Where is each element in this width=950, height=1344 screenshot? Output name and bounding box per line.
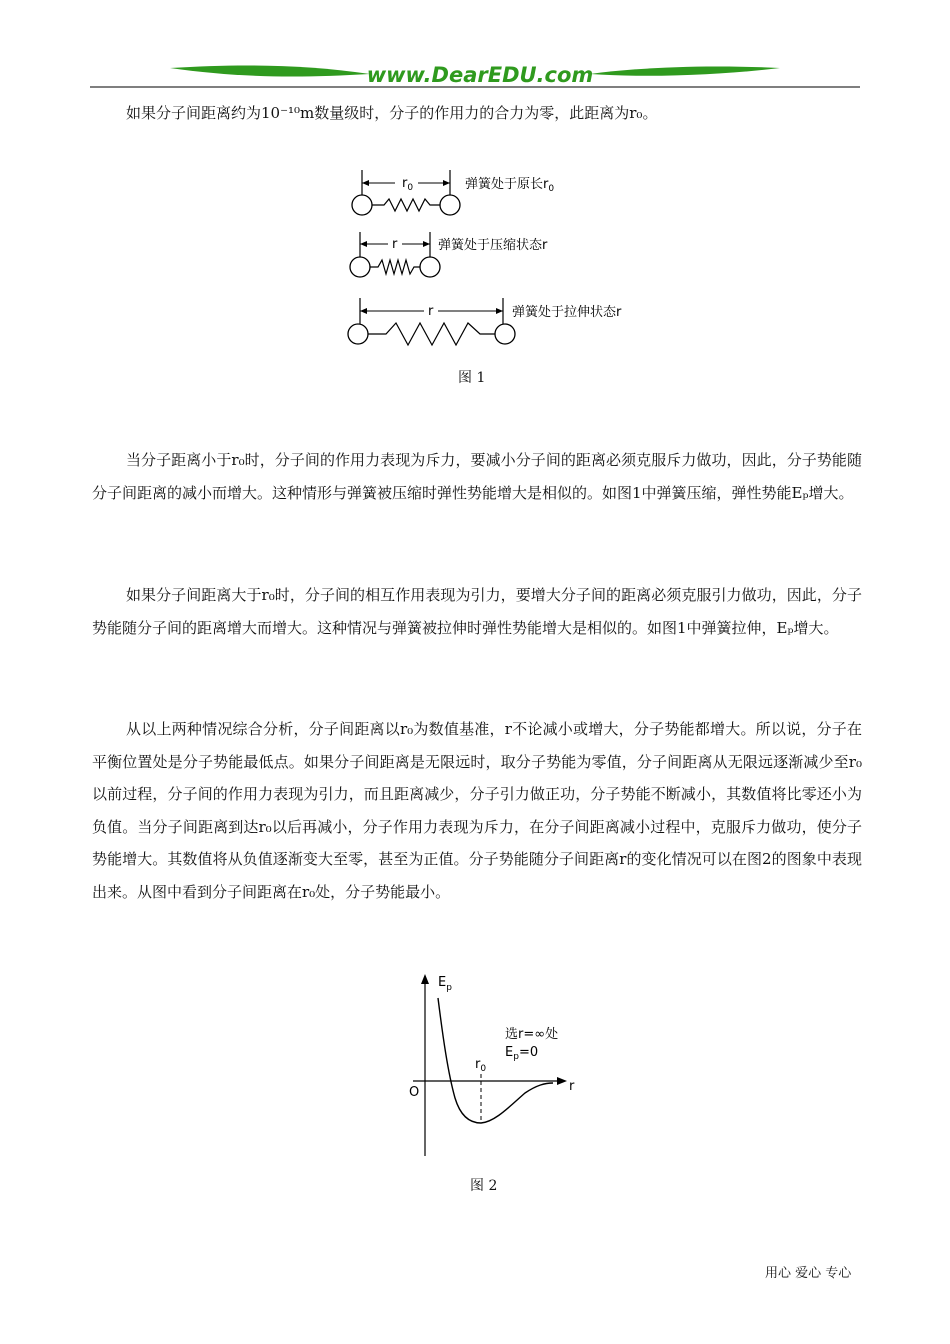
row1-arrowhead-right [443,180,450,186]
spring-row-original [352,170,554,215]
paragraph-1: 如果分子间距离约为10⁻¹⁰m数量级时，分子的作用力的合力为零，此距离为r₀。 [126,104,658,122]
row3-state-label: 弹簧处于拉伸状态r [512,305,622,320]
spring-row-stretched [348,298,622,345]
row1-left-molecule [352,195,372,215]
row3-distance-label: r [428,304,434,319]
paragraph-3: 如果分子间距离大于r₀时，分子间的相互作用表现为引力，要增大分子间的距离必须克服引力做功，因此，分子势能随分子间的距离增大而增大。这种情况与弹簧被拉伸时弹性势能增大是相似的。如图1中弹簧拉伸，Eₚ增大。 [92,586,862,637]
spring-row-compressed [350,232,548,277]
r0-label: $r_0$ [475,1057,487,1074]
y-axis-arrowhead [421,974,429,984]
figure-2-caption: 图 2 [470,1178,498,1194]
row1-state-label: 弹簧处于原长$r_0$ [465,177,555,194]
row2-arrowhead-right [423,241,430,247]
row3-left-molecule [348,324,368,344]
row3-arrowhead-right [496,308,503,314]
row1-distance-label: $r_0$ [402,176,414,193]
row1-arrowhead-left [362,180,369,186]
potential-energy-curve [438,998,553,1123]
row2-arrowhead-left [360,241,367,247]
row2-left-molecule [350,257,370,277]
header-site-url: www.DearEDU.com [366,63,594,87]
reference-note-line1: 选r=∞处 [505,1027,559,1042]
header-right-swoosh [590,66,780,75]
row3-spring [368,323,495,345]
origin-label: O [409,1085,420,1100]
page-header [90,60,860,90]
row2-distance-label: r [392,237,398,252]
row2-spring [370,260,420,274]
header-left-swoosh [170,66,370,77]
figure-1-diagram [340,160,660,350]
header-banner-graphic [90,60,860,90]
page-footer: 用心 爱心 专心 [765,1266,852,1281]
row3-right-molecule [495,324,515,344]
figure-2-graph [395,968,595,1160]
figure-2 [395,968,595,1160]
x-axis-label: r [569,1079,575,1094]
reference-note-line2: $E_p=0$ [505,1045,539,1062]
row1-right-molecule [440,195,460,215]
row3-arrowhead-left [360,308,367,314]
row2-right-molecule [420,257,440,277]
row2-state-label: 弹簧处于压缩状态r [438,238,548,253]
figure-1 [340,160,660,350]
x-axis-arrowhead [557,1077,567,1085]
y-axis-label: $E_p$ [438,975,452,993]
row1-spring [372,199,440,211]
paragraph-4: 从以上两种情况综合分析，分子间距离以r₀为数值基准，r不论减小或增大，分子势能都增大。所以说，分子在平衡位置处是分子势能最低点。如果分子间距离是无限远时，取分子势能为零值，分子间距离从无限远逐渐减少至r₀以前过程，分子间的作用力表现为引力，而且距离减少，分子引力做正功，分子势能不断减小，其数值将比零还小为负值。当分子间距离到达r₀以后再减小，分子作用力表现为斥力，在分子间距离减小过程中，克服斥力做功，使分子势能增大。其数值将从负值逐渐变大至零，甚至为正值。分子势能随分子间距离r的变化情况可以在图2的图象中表现出来。从图中看到分子间距离在r₀处，分子势能最小。 [92,720,862,901]
paragraph-2: 当分子距离小于r₀时，分子间的作用力表现为斥力，要减小分子间的距离必须克服斥力做功，因此，分子势能随分子间距离的减小而增大。这种情形与弹簧被压缩时弹性势能增大是相似的。如图1中弹簧压缩，弹性势能Eₚ增大。 [92,451,862,502]
figure-1-caption: 图 1 [458,370,486,386]
